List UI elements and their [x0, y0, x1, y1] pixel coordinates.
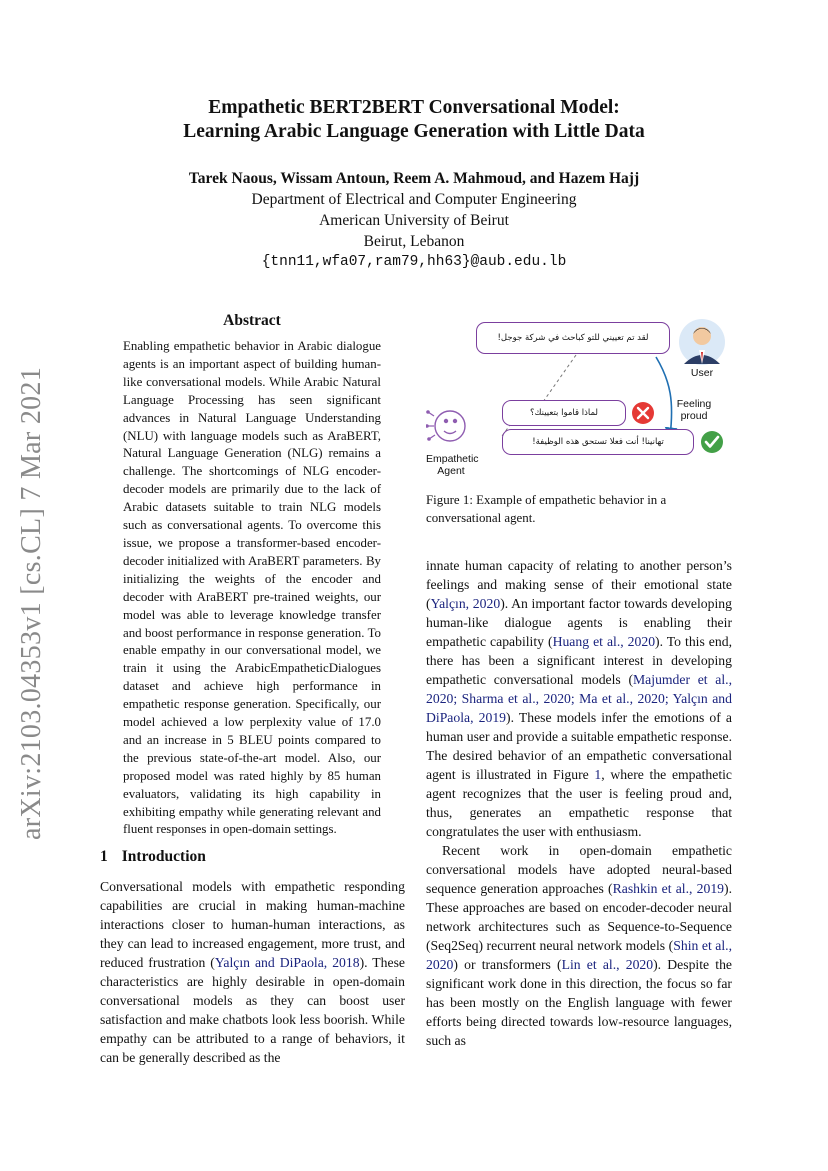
- affiliation-line: Beirut, Lebanon: [363, 233, 465, 250]
- check-icon: [701, 431, 723, 453]
- text-run: Recent work in open-domain empathetic conversational models have adopted neural-based sequence generation approaches (: [426, 843, 732, 896]
- author-block: [100, 168, 728, 273]
- citation-link[interactable]: Huang et al., 2020: [552, 634, 656, 649]
- text-run: ) or transformers (: [453, 957, 562, 972]
- title-line-2: Learning Arabic Language Generation with Little Data: [183, 121, 645, 142]
- author-email: {tnn11,wfa07,ram79,hh63}@aub.edu.lb: [261, 254, 567, 270]
- affiliation-line: American University of Beirut: [319, 212, 509, 229]
- affiliation-line: Department of Electrical and Computer Engineering: [251, 191, 577, 208]
- emotion-arrow: [656, 357, 672, 437]
- figure-1: [426, 312, 736, 482]
- user-message-bubble: لقد تم تعييني للتو كباحث في شركة جوجل!: [476, 322, 670, 354]
- figure-caption: Figure 1: Example of empathetic behavior in a conversational agent.: [426, 493, 667, 525]
- abstract-text: Enabling empathetic behavior in Arabic dialogue agents is an important aspect of building human-like conversational models. While Arabic Natural Language Processing has seen significant advances in Natural Language Understanding (NLU) with language models such as AraBERT, Natural Language Generation (NLG) remains a challenge. The shortcomings of NLG encoder-decoder models are primarily due to the lack of Arabic datasets suitable to train NLG models such as conversational agents. To overcome this issue, we propose a transformer-based encoder-decoder initialized with AraBERT parameters. By initializing the weights of the encoder and decoder with AraBERT pre-trained weights, our model was able to leverage knowledge transfer and boost performance in response generation. To enable empathy in our conversational model, we train it using the ArabicEmpatheticDialogues dataset and achieve high performance in empathetic response generation. Specifically, our model achieved a low perplexity value of 17.0 and an increase in 5 BLEU points compared to the previous state-of-the-art model. Also, our proposed model was rated highly by 85 human evaluators, validating its high capability in exhibiting empathy while generating relevant and fluent responses in open-domain settings.: [123, 339, 381, 837]
- good-reply-bubble: تهانينا! أنت فعلا تستحق هذه الوظيفة!: [502, 429, 694, 455]
- text-run: ). Despite the significant work done in this direction, the focus so far has been mostly on the English language with fewer efforts being directed towards low-resource languages, such as: [426, 957, 732, 1048]
- bad-reply-bubble: لماذا قاموا بتعيينك؟: [502, 400, 626, 426]
- citation-link[interactable]: Rashkin et al., 2019: [612, 881, 725, 896]
- paragraph: [426, 556, 732, 841]
- section-title: Introduction: [121, 848, 206, 865]
- citation-link[interactable]: Majumder et al., 2020; Sharma et al., 2020; Ma et al., 2020; Yalçın and DiPaola, 2019: [426, 672, 732, 725]
- paragraph: [426, 841, 732, 1050]
- author-names: Tarek Naous, Wissam Antoun, Reem A. Mahmoud, and Hazem Hajj: [188, 170, 640, 187]
- text-run: innate human capacity of relating to another person’s feelings and making sense of their emotional state (: [426, 558, 732, 611]
- right-column: [426, 556, 732, 1050]
- user-avatar-icon: [679, 319, 725, 365]
- text-run: ). To this end, there has been a significant interest in developing empathetic conversational models (: [426, 634, 732, 687]
- figure-reference-link[interactable]: 1: [594, 767, 602, 782]
- abstract-heading: Abstract: [223, 312, 281, 329]
- paper-title: [100, 96, 728, 144]
- text-run: ). These models infer the emotions of a human user and provide a suitable empathetic response. The desired behavior of an empathetic conversational agent is illustrated in Figure: [426, 710, 732, 782]
- title-line-1: Empathetic BERT2BERT Conversational Model:: [208, 97, 620, 118]
- text-run: Conversational models with empathetic responding capabilities are crucial in making human-machine interactions closer to human-human interactions, as they can lead to increased engagement, more trust, and reduced frustration (: [100, 879, 405, 970]
- arxiv-identifier: arXiv:2103.04353v1 [cs.CL] 7 Mar 2021: [16, 366, 47, 840]
- section-heading: [100, 848, 206, 866]
- cross-icon: [632, 402, 654, 424]
- agent-label: Empathetic Agent: [426, 453, 479, 477]
- robot-head-icon: [426, 410, 465, 441]
- citation-link[interactable]: Yalçın, 2020: [430, 596, 501, 611]
- user-label: User: [690, 367, 714, 379]
- text-run: , where the empathetic agent recognizes that the user is feeling proud and, thus, generates an empathetic response that congratulates the user with enthusiasm.: [426, 767, 733, 839]
- text-run: ). An important factor towards developing human-like dialogue agents is enabling their empathetic capability (: [426, 596, 732, 649]
- text-run: ). These approaches are based on encoder-decoder neural network architectures such as Sequence-to-Sequence (Seq2Seq) recurrent neural network models (: [426, 881, 732, 953]
- citation-link[interactable]: Yalçın and DiPaola, 2018: [214, 955, 360, 970]
- intro-paragraph: [100, 877, 405, 1067]
- citation-link[interactable]: Lin et al., 2020: [561, 957, 654, 972]
- citation-link[interactable]: Shin et al., 2020: [426, 938, 733, 972]
- section-number: 1: [100, 848, 108, 865]
- text-run: ). These characteristics are highly desirable in open-domain conversational models as they can boost user satisfaction and make chatbots look less boorish. While empathy can be attributed to a range of behaviors, it can be generally described as the: [100, 955, 405, 1065]
- emotion-label: Feeling proud: [676, 398, 712, 422]
